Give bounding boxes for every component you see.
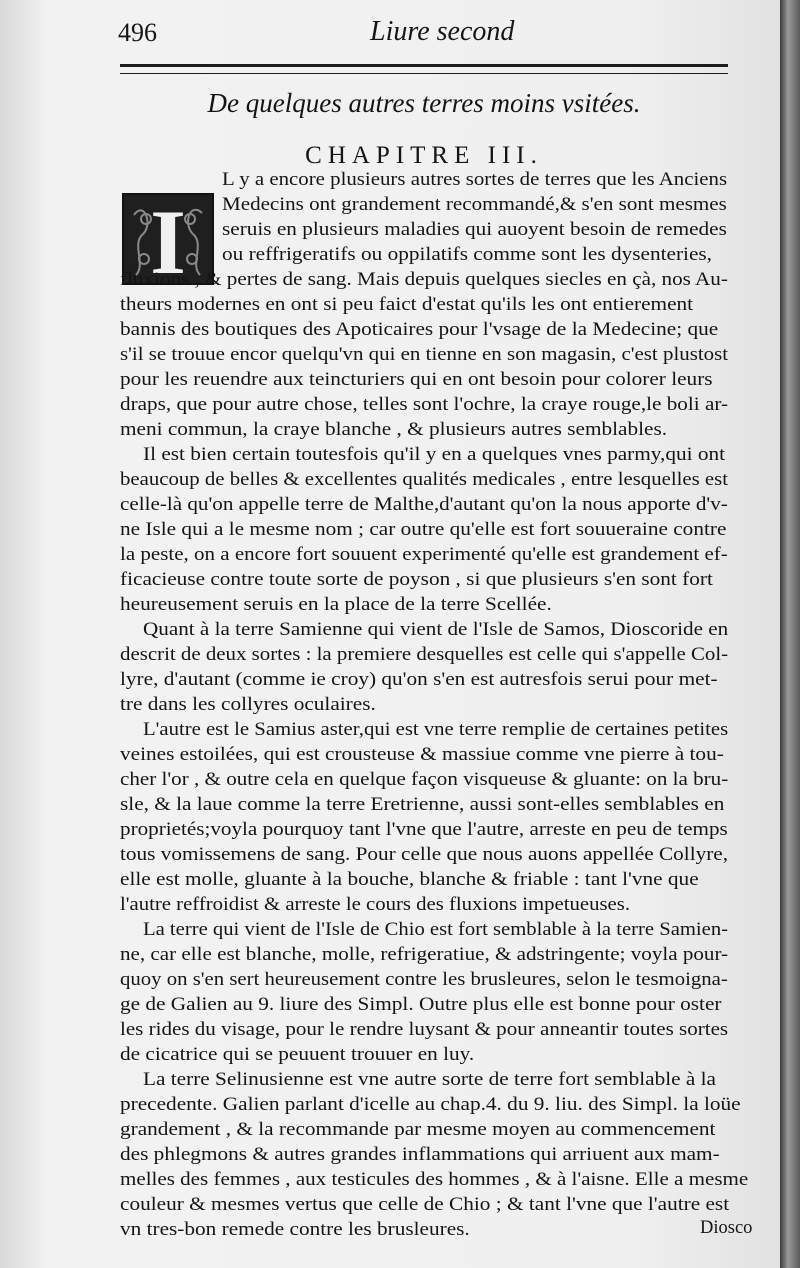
drop-cap-letter: I: [150, 191, 186, 293]
text-line: bannis des boutiques des Apoticaires pour l'vsage de la Medecine; que: [120, 320, 719, 340]
text-line: ge de Galien au 9. liure des Simpl. Outre plus elle est bonne pour oster: [120, 995, 722, 1015]
text-line: lyre, d'autant (comme ie croy) qu'on s'en est autresfois serui pour met-: [120, 670, 718, 690]
text-line: pour les reuendre aux teincturiers qui en ont besoin pour colorer leurs: [120, 370, 713, 390]
text-line: draps, que pour autre chose, telles sont l'ochre, la craye rouge,le boli ar-: [120, 395, 729, 415]
header-rule: [120, 64, 728, 74]
text-line: elle est molle, gluante à la bouche, blanche & friable : tant l'vne que: [120, 870, 699, 890]
text-line: des phlegmons & autres grandes inflammations qui arriuent aux mam-: [120, 1145, 720, 1165]
page-edge: [780, 0, 800, 1268]
text-line: de cicatrice qui se peuuent trouuer en luy.: [120, 1045, 475, 1065]
text-line: tous vomissemens de sang. Pour celle que nous auons appellée Collyre,: [120, 845, 729, 865]
text-line: fluxions , & pertes de sang. Mais depuis quelques siecles en çà, nos Au-: [120, 270, 728, 290]
text-line: ou reffrigeratifs ou oppilatifs comme sont les dysenteries,: [222, 245, 712, 265]
text-line: s'il se trouue encor quelqu'vn qui en tienne en son magasin, c'est plustost: [120, 345, 729, 365]
text-line: Il est bien certain toutesfois qu'il y en a quelques vnes parmy,qui ont: [143, 445, 726, 465]
catchword: Diosco: [700, 1218, 753, 1238]
text-line: l'autre reffroidist & arreste le cours des fluxions impetueuses.: [120, 895, 631, 915]
text-line: la peste, on a encore fort souuent experimenté qu'elle est grandement ef-: [120, 545, 728, 565]
text-line: seruis en plusieurs maladies qui auoyent besoin de remedes: [222, 220, 727, 240]
text-line: La terre Selinusienne est vne autre sorte de terre fort semblable à la: [143, 1070, 717, 1090]
running-head: Liure second: [370, 16, 515, 47]
text-line: cher l'or , & outre cela en quelque façon visqueuse & gluante: on la bru-: [120, 770, 729, 790]
text-line: L'autre est le Samius aster,qui est vne terre remplie de certaines petites: [143, 720, 729, 740]
text-line: quoy on s'en sert heureusement contre les brusleures, selon le tesmoigna-: [120, 970, 728, 990]
page-number: 496: [118, 18, 157, 47]
text-line: grandement , & la recommande par mesme moyen au commencement: [120, 1120, 716, 1140]
text-line: ne, car elle est blanche, molle, refrigeratiue, & adstringente; voyla pour-: [120, 945, 729, 965]
page-header: [118, 10, 728, 60]
text-line: ne Isle qui a le mesme nom ; car outre qu'elle est fort souueraine contre: [120, 520, 727, 540]
text-line: vn tres-bon remede contre les brusleures.: [120, 1220, 470, 1240]
text-line: ficacieuse contre toute sorte de poyson , si que plusieurs s'en sont fort: [120, 570, 713, 590]
text-line: La terre qui vient de l'Isle de Chio est fort semblable à la terre Samien-: [143, 920, 729, 940]
text-line: Quant à la terre Samienne qui vient de l'Isle de Samos, Dioscoride en: [143, 620, 729, 640]
text-line: beaucoup de belles & excellentes qualités medicales , entre lesquelles est: [120, 470, 728, 490]
text-line: meni commun, la craye blanche , & plusieurs autres semblables.: [120, 420, 668, 440]
text-line: L y a encore plusieurs autres sortes de terres que les Anciens: [222, 170, 728, 190]
text-line: heureusement seruis en la place de la terre Scellée.: [120, 595, 552, 615]
text-line: couleur & mesmes vertus que celle de Chio ; & tant l'vne que l'autre est: [120, 1195, 730, 1215]
text-line: celle-là qu'on appelle terre de Malthe,d'autant qu'on la nous apporte d'v-: [120, 495, 728, 515]
text-line: veines estoilées, qui est crousteuse & massiue comme vne pierre à tou-: [120, 745, 724, 765]
text-line: les rides du visage, pour le rendre luysant & pour anneantir toutes sortes: [120, 1020, 729, 1040]
text-line: theurs modernes en ont si peu faict d'estat qu'ils les ont entierement: [120, 295, 694, 315]
text-line: sle, & la laue comme la terre Eretrienne, aussi sont-elles semblables en: [120, 795, 725, 815]
chapter-heading: CHAPITRE III.: [305, 142, 543, 169]
text-line: descrit de deux sortes : la premiere desquelles est celle qui s'appelle Col-: [120, 645, 729, 665]
section-title: De quelques autres terres moins vsitées.: [207, 88, 641, 118]
text-line: precedente. Galien parlant d'icelle au chap.4. du 9. liu. des Simpl. la loüe: [120, 1095, 741, 1115]
text-line: melles des femmes , aux testicules des hommes , & à l'aisne. Elle a mesme: [120, 1170, 749, 1190]
text-line: tre dans les collyres oculaires.: [120, 695, 376, 715]
text-line: Medecins ont grandement recommandé,& s'en sont mesmes: [222, 195, 727, 215]
text-line: proprietés;voyla pourquoy tant l'vne que l'autre, arreste en peu de temps: [120, 820, 728, 840]
